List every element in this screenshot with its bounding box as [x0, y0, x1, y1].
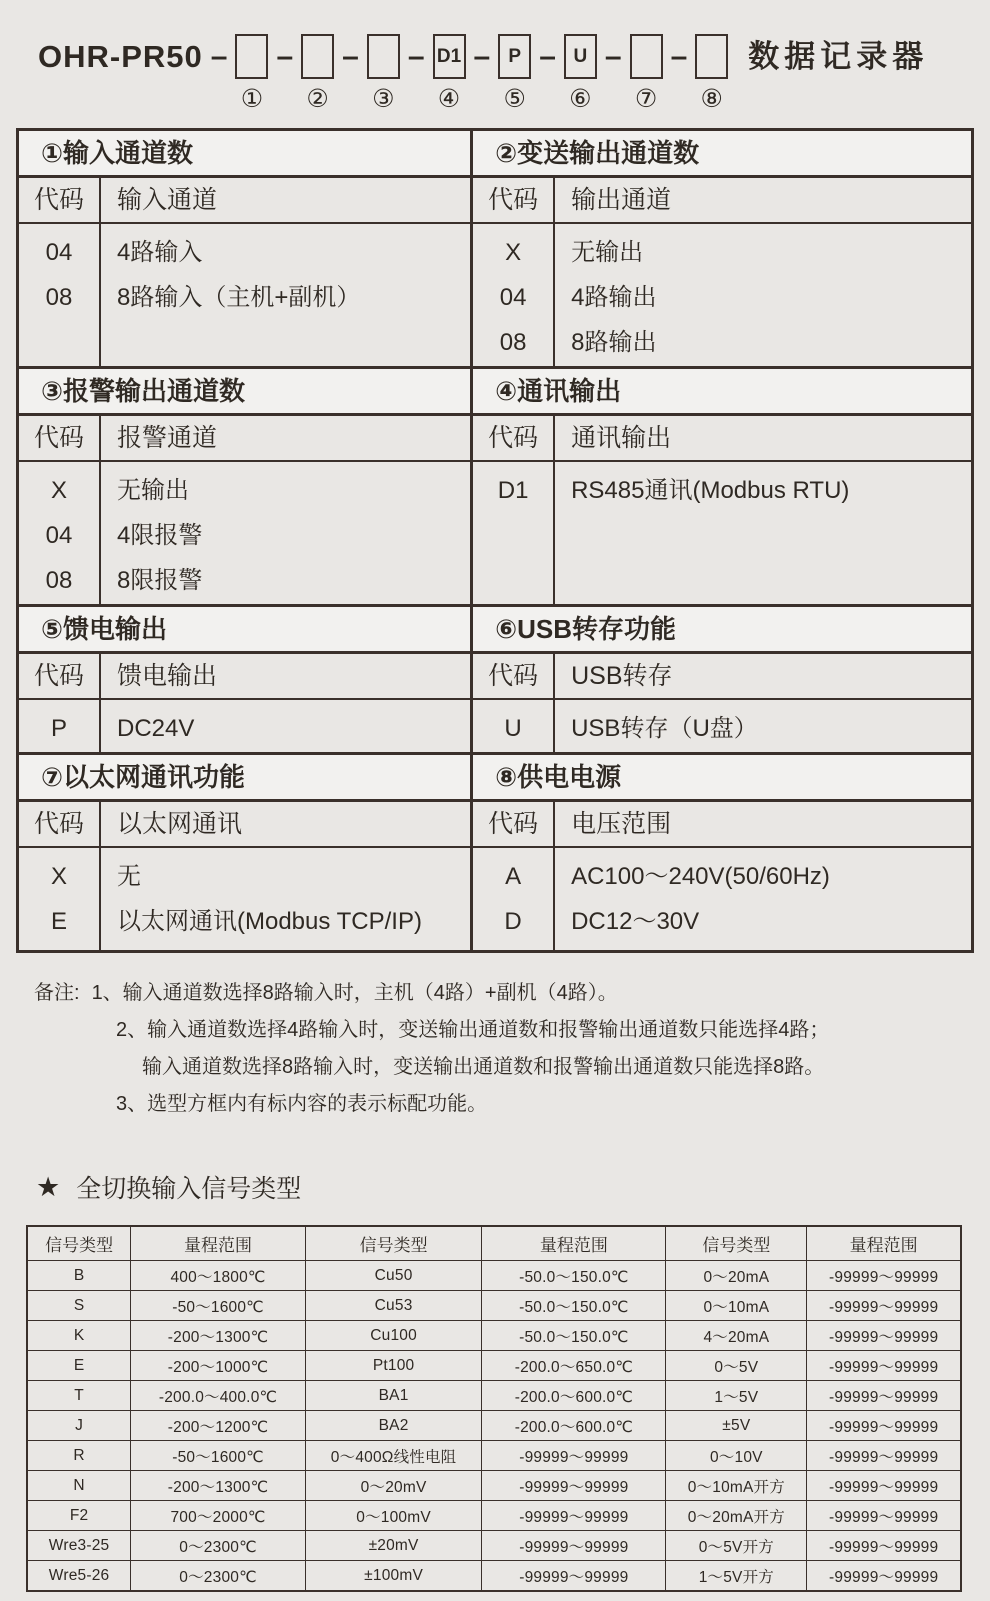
signal-cell: 0～2300℃: [131, 1531, 306, 1561]
code-header-cell: 代码: [473, 416, 555, 460]
desc-header-cell: 馈电输出: [117, 662, 218, 690]
desc-cell: 8路输入（主机+副机）: [117, 284, 361, 311]
model-segment: [597, 34, 663, 112]
model-segment-number-2: ②: [306, 85, 329, 113]
code-cell: X: [505, 239, 522, 266]
section-usb-transfer: [473, 607, 971, 752]
desc-cell: 8路输出: [571, 329, 657, 356]
model-box-2: [301, 34, 334, 79]
signal-cell: -50～1600℃: [131, 1291, 306, 1321]
code-header-cell: 代码: [19, 178, 101, 222]
signal-cell: -200～1000℃: [131, 1351, 306, 1381]
signal-cell: -99999～99999: [807, 1381, 961, 1411]
desc-cell: 4路输入: [117, 239, 203, 266]
signal-header-row: [27, 1226, 961, 1261]
model-segment: [400, 34, 466, 112]
signal-cell: -50.0～150.0℃: [482, 1261, 666, 1291]
signal-types-heading: [36, 1169, 990, 1205]
desc-cell: DC24V: [117, 715, 195, 742]
signal-cell: -50.0～150.0℃: [482, 1321, 666, 1351]
signal-cell: 0～20mV: [305, 1471, 482, 1501]
model-prefix: OHR-PR50: [38, 39, 203, 74]
table-row: [27, 1501, 961, 1531]
code-header-cell: 代码: [473, 178, 555, 222]
model-box-1: [235, 34, 268, 79]
table-row: [27, 1471, 961, 1501]
signal-cell: -99999～99999: [807, 1441, 961, 1471]
signal-cell: K: [27, 1321, 131, 1351]
desc-cell: 8限报警: [117, 567, 203, 594]
code-cell: X: [50, 863, 67, 890]
model-segment: [466, 34, 532, 112]
desc-cell: 以太网通讯(Modbus TCP/IP): [117, 908, 422, 935]
model-separator: –: [473, 40, 491, 73]
signal-cell: 0～5V: [666, 1351, 807, 1381]
signal-cell: -99999～99999: [807, 1321, 961, 1351]
signal-cell: 4～20mA: [666, 1321, 807, 1351]
signal-cell: -99999～99999: [482, 1531, 666, 1561]
signal-cell: -200.0～400.0℃: [131, 1381, 306, 1411]
model-segment: [334, 34, 400, 112]
model-separator: –: [276, 40, 294, 73]
signal-cell: -50～1600℃: [131, 1441, 306, 1471]
table-row: [27, 1261, 961, 1291]
signal-cell: -99999～99999: [807, 1561, 961, 1592]
code-cell: 08: [45, 284, 73, 311]
notes-block: [34, 975, 990, 1123]
signal-cell: -99999～99999: [807, 1531, 961, 1561]
table-row: [27, 1531, 961, 1561]
signal-cell: F2: [27, 1501, 131, 1531]
column-header: 量程范围: [807, 1226, 961, 1261]
model-segment-number-6: ⑥: [569, 85, 592, 113]
model-box-8: [695, 34, 728, 79]
section-title: ⑧供电电源: [473, 755, 971, 802]
table-row: [27, 1381, 961, 1411]
signal-cell: 0～100mV: [305, 1501, 482, 1531]
signal-cell: Cu100: [305, 1321, 482, 1351]
column-header: 信号类型: [305, 1226, 482, 1261]
code-header-cell: 代码: [19, 654, 101, 698]
code-cell: X: [50, 477, 67, 504]
section-transmit-output-channels: [473, 131, 971, 366]
signal-cell: 400～1800℃: [131, 1261, 306, 1291]
section-power-supply: [473, 755, 971, 950]
note-line-3: 输入通道数选择8路输入时，变送输出通道数和报警输出通道数只能选择8路。: [142, 1056, 825, 1078]
signal-cell: -99999～99999: [807, 1411, 961, 1441]
model-box-4: D1: [433, 34, 466, 79]
column-header: 信号类型: [666, 1226, 807, 1261]
model-box-7: [630, 34, 663, 79]
desc-header-cell: 输入通道: [117, 186, 218, 214]
code-cell: P: [50, 715, 67, 742]
signal-types-table: [26, 1225, 962, 1592]
desc-cell: USB转存（U盘）: [571, 715, 758, 742]
column-header: 量程范围: [131, 1226, 306, 1261]
column-header: 信号类型: [27, 1226, 131, 1261]
desc-cell: 无: [117, 863, 141, 890]
model-separator: –: [604, 40, 622, 73]
signal-cell: 0～400Ω线性电阻: [305, 1441, 482, 1471]
signal-cell: Pt100: [305, 1351, 482, 1381]
section-title: ②变送输出通道数: [473, 131, 971, 178]
section-title: ⑥USB转存功能: [473, 607, 971, 654]
signal-cell: -200.0～650.0℃: [482, 1351, 666, 1381]
model-segment-number-5: ⑤: [503, 85, 526, 113]
notes-label: 备注:: [34, 982, 80, 1004]
signal-cell: Cu50: [305, 1261, 482, 1291]
table-row: [27, 1441, 961, 1471]
desc-cell: AC100～240V(50/60Hz): [571, 863, 830, 890]
model-separator: –: [407, 40, 425, 73]
desc-header-cell: 电压范围: [571, 810, 672, 838]
note-line-2: 2、输入通道数选择4路输入时，变送输出通道数和报警输出通道数只能选择4路；: [116, 1019, 830, 1041]
table-row: [27, 1561, 961, 1592]
code-cell: D: [504, 908, 522, 935]
signal-cell: ±20mV: [305, 1531, 482, 1561]
spec-group-4: [19, 752, 971, 950]
table-row: [27, 1351, 961, 1381]
code-header-cell: 代码: [19, 802, 101, 846]
model-segment-number-7: ⑦: [634, 85, 658, 113]
signal-cell: -50.0～150.0℃: [482, 1291, 666, 1321]
code-cell: D1: [497, 477, 529, 504]
code-cell: 04: [45, 239, 73, 266]
desc-cell: 4限报警: [117, 522, 203, 549]
signal-cell: Wre3-25: [27, 1531, 131, 1561]
section-communication-output: [473, 369, 971, 604]
code-cell: 08: [45, 567, 73, 594]
signal-cell: BA1: [305, 1381, 482, 1411]
signal-cell: 1～5V: [666, 1381, 807, 1411]
code-cell: A: [505, 863, 522, 890]
section-title: ⑦以太网通讯功能: [19, 755, 470, 802]
signal-cell: -200.0～600.0℃: [482, 1381, 666, 1411]
desc-header-cell: 通讯输出: [571, 424, 672, 452]
signal-cell: -99999～99999: [482, 1501, 666, 1531]
model-box-3: [367, 34, 400, 79]
signal-cell: 1～5V开方: [666, 1561, 807, 1592]
signal-cell: 0～10mA: [666, 1291, 807, 1321]
product-name: 数据记录器: [748, 39, 929, 74]
signal-cell: -99999～99999: [807, 1291, 961, 1321]
signal-cell: R: [27, 1441, 131, 1471]
model-segment-number-8: ⑧: [700, 85, 723, 113]
column-header: 量程范围: [482, 1226, 666, 1261]
section-ethernet-communication: [19, 755, 473, 950]
code-header-cell: 代码: [19, 416, 101, 460]
signal-heading-text: 全切换输入信号类型: [76, 1175, 302, 1203]
signal-cell: -99999～99999: [482, 1441, 666, 1471]
model-separator: –: [342, 40, 359, 73]
section-title: ⑤馈电输出: [19, 607, 470, 654]
spec-group-1: [19, 131, 971, 366]
signal-cell: BA2: [305, 1411, 482, 1441]
signal-cell: T: [27, 1381, 131, 1411]
code-cell: E: [50, 908, 67, 935]
signal-cell: -99999～99999: [807, 1351, 961, 1381]
signal-cell: ±100mV: [305, 1561, 482, 1592]
signal-cell: 0～10V: [666, 1441, 807, 1471]
signal-cell: -99999～99999: [482, 1471, 666, 1501]
code-cell: U: [504, 715, 522, 742]
star-icon: ★: [36, 1172, 61, 1202]
signal-cell: -200～1300℃: [131, 1321, 306, 1351]
signal-cell: 0～20mA开方: [666, 1501, 807, 1531]
signal-cell: ±5V: [666, 1411, 807, 1441]
model-segment-number-1: ①: [240, 85, 264, 113]
desc-header-cell: USB转存: [571, 662, 673, 690]
table-row: [27, 1411, 961, 1441]
desc-cell: 无输出: [571, 239, 644, 266]
model-segment: [531, 34, 597, 112]
signal-cell: 0～10mA开方: [666, 1471, 807, 1501]
spec-group-2: [19, 366, 971, 604]
model-box-6: U: [564, 34, 597, 79]
model-segment-number-3: ③: [372, 85, 395, 113]
section-alarm-output-channels: [19, 369, 473, 604]
signal-cell: 0～2300℃: [131, 1561, 306, 1592]
code-header-cell: 代码: [473, 802, 555, 846]
signal-cell: Wre5-26: [27, 1561, 131, 1592]
section-feed-power-output: [19, 607, 473, 752]
table-row: [27, 1321, 961, 1351]
signal-cell: -99999～99999: [807, 1471, 961, 1501]
desc-cell: RS485通讯(Modbus RTU): [571, 477, 850, 504]
signal-cell: S: [27, 1291, 131, 1321]
model-segment: [203, 34, 269, 112]
signal-cell: -200～1300℃: [131, 1471, 306, 1501]
section-title: ③报警输出通道数: [19, 369, 470, 416]
spec-group-3: [19, 604, 971, 752]
model-separator: –: [210, 40, 228, 73]
note-line-4: 3、选型方框内有标内容的表示标配功能。: [116, 1093, 488, 1115]
model-box-5: P: [498, 34, 531, 79]
signal-cell: Cu53: [305, 1291, 482, 1321]
desc-header-cell: 报警通道: [117, 424, 218, 452]
section-title: ①输入通道数: [19, 131, 470, 178]
model-segment: [663, 34, 729, 112]
spec-selection-table: [16, 128, 974, 953]
signal-cell: 0～5V开方: [666, 1531, 807, 1561]
desc-cell: 4路输出: [571, 284, 657, 311]
signal-cell: -99999～99999: [482, 1561, 666, 1592]
code-cell: 04: [45, 522, 73, 549]
signal-cell: N: [27, 1471, 131, 1501]
model-code-line: [0, 0, 990, 112]
signal-cell: J: [27, 1411, 131, 1441]
signal-cell: E: [27, 1351, 131, 1381]
code-header-cell: 代码: [473, 654, 555, 698]
signal-cell: B: [27, 1261, 131, 1291]
signal-cell: -99999～99999: [807, 1501, 961, 1531]
model-separator: –: [670, 40, 688, 73]
model-segment-number-4: ④: [437, 85, 461, 113]
model-segment: [268, 34, 334, 112]
code-cell: 04: [499, 284, 527, 311]
signal-cell: 700～2000℃: [131, 1501, 306, 1531]
desc-header-cell: 输出通道: [571, 186, 672, 214]
section-title: ④通讯输出: [473, 369, 971, 416]
section-input-channels: [19, 131, 473, 366]
desc-cell: DC12～30V: [571, 908, 700, 935]
note-line-1: 1、输入通道数选择8路输入时，主机（4路）+副机（4路）。: [91, 982, 618, 1004]
signal-cell: 0～20mA: [666, 1261, 807, 1291]
signal-cell: -200～1200℃: [131, 1411, 306, 1441]
signal-cell: -200.0～600.0℃: [482, 1411, 666, 1441]
code-cell: 08: [499, 329, 527, 356]
desc-header-cell: 以太网通讯: [117, 810, 243, 838]
model-separator: –: [539, 40, 556, 73]
table-row: [27, 1291, 961, 1321]
signal-cell: -99999～99999: [807, 1261, 961, 1291]
desc-cell: 无输出: [117, 477, 189, 504]
